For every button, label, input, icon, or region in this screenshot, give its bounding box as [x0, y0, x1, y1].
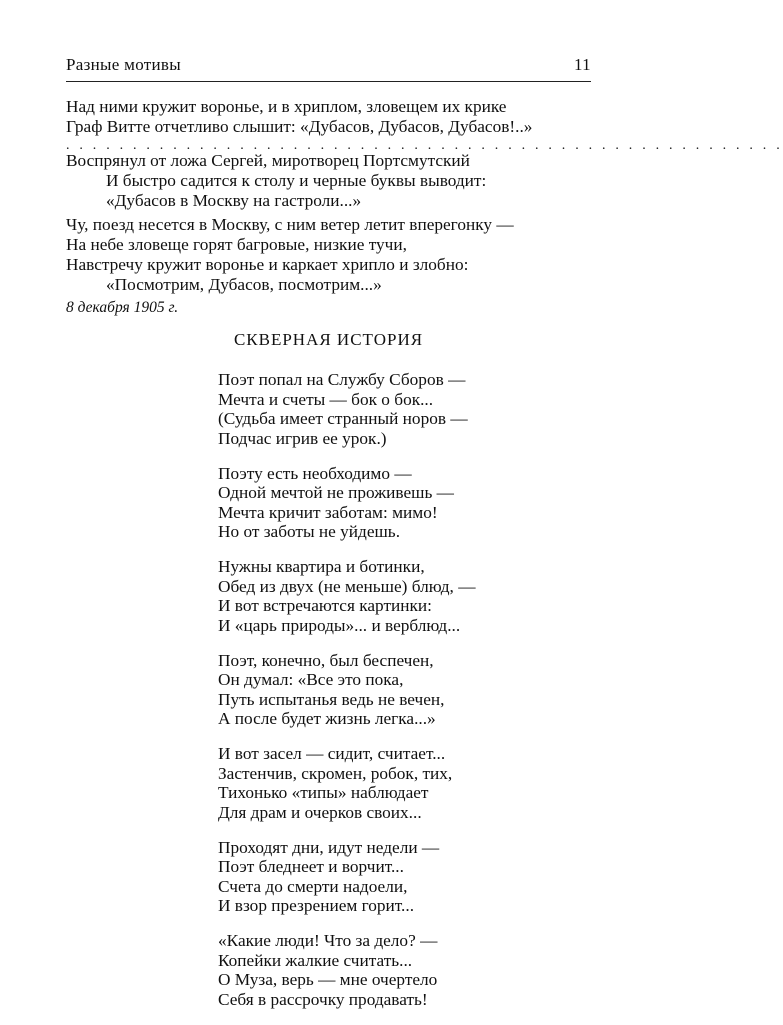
- poem-line: Копейки жалкие считать...: [218, 950, 413, 970]
- separator-dots: . . . . . . . . . . . . . . . . . . . . . . . . . . . . . . . . . . . . . . . . . . . . . . . . . . . . . .: [66, 138, 783, 153]
- stanza: [218, 744, 475, 822]
- section-title: Разные мотивы: [66, 55, 181, 74]
- poem-line: Подчас игрив ее урок.): [218, 428, 387, 448]
- poem-line: «Какие люди! Что за дело? —: [218, 931, 438, 950]
- verse-line: Навстречу кружит воронье и каркает хрипло и злобно:: [66, 255, 469, 274]
- poem-line: Обед из двух (не меньше) блюд, —: [218, 576, 476, 596]
- running-header: [66, 55, 591, 82]
- poem-line: Поэт, конечно, был беспечен,: [218, 650, 434, 670]
- verse-line: Над ними кружит воронье, и в хриплом, зловещем их крике: [66, 97, 507, 116]
- poem-line: Мечта и счеты — бок о бок...: [218, 389, 434, 409]
- poem-line: Себя в рассрочку продавать!: [218, 989, 428, 1009]
- poem-line: Тихонько «типы» наблюдает: [218, 783, 429, 802]
- date-line: 8 декабря 1905 г.: [66, 299, 179, 316]
- stanza: [218, 651, 475, 729]
- poem-line: Но от заботы не уйдешь.: [218, 522, 401, 541]
- poem-line: Поэт бледнеет и ворчит...: [218, 857, 404, 876]
- poem-body: [218, 370, 475, 1025]
- poem-line: Поэту есть необходимо —: [218, 463, 412, 483]
- stanza: [218, 370, 475, 448]
- page-number: 11: [574, 55, 591, 74]
- poem-line: Поэт попал на Службу Сборов —: [218, 370, 466, 389]
- poem-line: Нужны квартира и ботинки,: [218, 557, 425, 576]
- poem-line: Счета до смерти надоели,: [218, 876, 408, 896]
- poem-line: О Муза, верь — мне очертело: [218, 970, 438, 989]
- poem-line: И взор презрением горит...: [218, 896, 415, 915]
- poem-line: И вот встречаются картинки:: [218, 596, 432, 615]
- verse-line: Воспрянул от ложа Сергей, миротворец Портсмутский: [66, 151, 470, 170]
- verse-line: «Дубасов в Москву на гастроли...»: [106, 191, 362, 210]
- verse-line: Граф Витте отчетливо слышит: «Дубасов, Дубасов, Дубасов!..»: [66, 117, 533, 136]
- poem-line: И «царь природы»... и верблюд...: [218, 615, 461, 635]
- stanza: [218, 464, 475, 542]
- poem-line: Проходят дни, идут недели —: [218, 837, 440, 857]
- poem-line: Он думал: «Все это пока,: [218, 670, 404, 689]
- stanza: [218, 931, 475, 1009]
- poem-line: Путь испытанья ведь не вечен,: [218, 689, 445, 709]
- poem-line: Мечта кричит заботам: мимо!: [218, 502, 438, 522]
- verse-line: Чу, поезд несется в Москву, с ним ветер летит вперегонку —: [66, 215, 514, 234]
- poem-title: СКВЕРНАЯ ИСТОРИЯ: [233, 330, 424, 349]
- verse-line: «Посмотрим, Дубасов, посмотрим...»: [106, 275, 382, 294]
- poem-line: И вот засел — сидит, считает...: [218, 744, 446, 763]
- poem-line: (Судьба имеет странный норов —: [218, 409, 468, 428]
- stanza: [218, 838, 475, 916]
- verse-line: На небе зловеще горят багровые, низкие тучи,: [66, 235, 407, 254]
- stanza: [218, 557, 475, 635]
- poem-line: Для драм и очерков своих...: [218, 802, 422, 822]
- poem-line: А после будет жизнь легка...»: [218, 709, 436, 728]
- poem-line: Застенчив, скромен, робок, тих,: [218, 763, 453, 783]
- poem-line: Одной мечтой не проживешь —: [218, 483, 454, 502]
- verse-line: И быстро садится к столу и черные буквы выводит:: [106, 171, 487, 190]
